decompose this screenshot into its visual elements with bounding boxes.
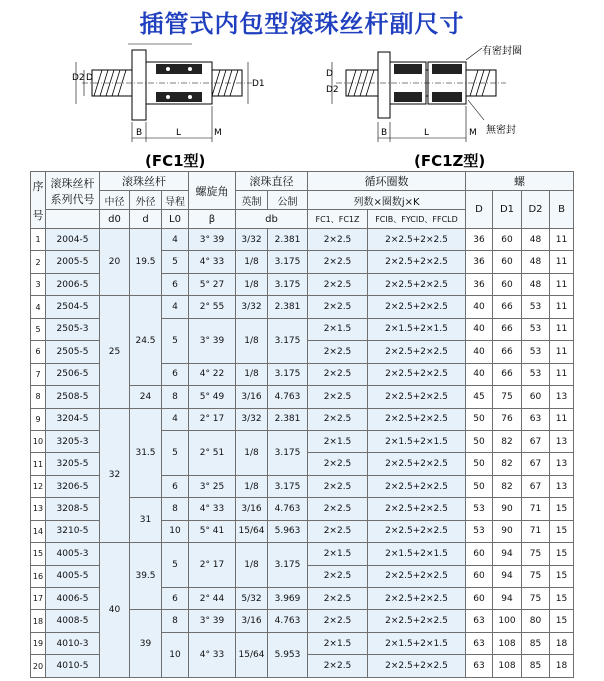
cell-c1: 2×2.5 xyxy=(308,229,368,251)
cell-code: 3205-5 xyxy=(46,453,100,475)
cell-D: 63 xyxy=(466,632,493,654)
cell-B: 15 xyxy=(550,520,574,542)
cell-B: 11 xyxy=(550,363,574,385)
cell-D2: 67 xyxy=(522,453,550,475)
cell-no: 4 xyxy=(31,296,46,318)
cell-D: 40 xyxy=(466,296,493,318)
cell-l0: 8 xyxy=(162,498,189,520)
dim-m-label-right: M xyxy=(469,128,477,138)
cell-D2: 67 xyxy=(522,475,550,497)
cell-D1: 76 xyxy=(493,408,522,430)
table-row xyxy=(31,408,574,430)
cell-D1: 60 xyxy=(493,229,522,251)
cell-l0: 8 xyxy=(162,386,189,408)
cell-c1: 2×2.5 xyxy=(308,408,368,430)
cell-code: 4005-3 xyxy=(46,543,100,565)
cell-D1: 94 xyxy=(493,543,522,565)
cell-beta: 3° 39 xyxy=(189,229,236,251)
cell-mm: 3.175 xyxy=(268,273,308,295)
cell-D1: 90 xyxy=(493,498,522,520)
table-row xyxy=(31,296,574,318)
cell-no: 9 xyxy=(31,408,46,430)
header-formula: 列数×圈数j×K xyxy=(308,191,466,210)
cell-c2: 2×2.5+2×2.5 xyxy=(368,408,466,430)
cell-mm: 5.953 xyxy=(268,632,308,677)
cell-code: 3208-5 xyxy=(46,498,100,520)
cell-l0: 4 xyxy=(162,229,189,251)
cell-c1: 2×2.5 xyxy=(308,565,368,587)
cell-D: 45 xyxy=(466,386,493,408)
header-D: D xyxy=(466,191,493,229)
cell-mm: 2.381 xyxy=(268,229,308,251)
cell-c2: 2×2.5+2×2.5 xyxy=(368,251,466,273)
cell-D1: 66 xyxy=(493,318,522,340)
cell-l0: 4 xyxy=(162,408,189,430)
cell-beta: 2° 44 xyxy=(189,588,236,610)
cell-D2: 85 xyxy=(522,632,550,654)
cell-d: 24.5 xyxy=(130,296,162,386)
cell-l0: 5 xyxy=(162,318,189,363)
cell-mm: 2.381 xyxy=(268,408,308,430)
cell-inch: 15/64 xyxy=(236,520,268,542)
cell-beta: 4° 33 xyxy=(189,632,236,677)
dim-d-label-right: D xyxy=(326,69,333,79)
cell-D: 53 xyxy=(466,520,493,542)
cell-D: 50 xyxy=(466,475,493,497)
header-imperial: 英制 xyxy=(236,191,268,210)
cell-inch: 3/16 xyxy=(236,610,268,632)
cell-D: 63 xyxy=(466,610,493,632)
cell-beta: 5° 41 xyxy=(189,520,236,542)
cell-code: 4005-5 xyxy=(46,565,100,587)
cell-c2: 2×2.5+2×2.5 xyxy=(368,565,466,587)
header-D1: D1 xyxy=(493,191,522,229)
cell-D: 60 xyxy=(466,588,493,610)
cell-c2: 2×2.5+2×2.5 xyxy=(368,475,466,497)
cell-no: 3 xyxy=(31,273,46,295)
cell-c1: 2×2.5 xyxy=(308,273,368,295)
cell-c1: 2×2.5 xyxy=(308,251,368,273)
cell-d0: 40 xyxy=(100,543,130,678)
cell-D: 60 xyxy=(466,565,493,587)
cell-D: 63 xyxy=(466,655,493,677)
cell-mm: 5.963 xyxy=(268,520,308,542)
header-helix: 螺旋角 xyxy=(189,172,236,210)
cell-B: 13 xyxy=(550,453,574,475)
sealed-label: 有密封圈 xyxy=(482,46,522,57)
fc1-drawing xyxy=(72,40,272,152)
header-d0: d0 xyxy=(100,210,130,229)
cell-D2: 80 xyxy=(522,610,550,632)
header-metric: 公制 xyxy=(268,191,308,210)
table-row xyxy=(31,229,574,251)
cell-c2: 2×1.5+2×1.5 xyxy=(368,543,466,565)
cell-code: 2006-5 xyxy=(46,273,100,295)
fc1z-caption: (FC1Z型) xyxy=(414,152,486,170)
cell-D2: 48 xyxy=(522,229,550,251)
dim-d-label: D xyxy=(86,73,93,83)
cell-code: 2005-5 xyxy=(46,251,100,273)
cell-d: 31 xyxy=(130,498,162,543)
cell-mm: 2.381 xyxy=(268,296,308,318)
cell-code: 2504-5 xyxy=(46,296,100,318)
header-code: 滚珠丝杆 系列代号 xyxy=(46,172,100,210)
cell-c1: 2×2.5 xyxy=(308,588,368,610)
cell-beta: 2° 51 xyxy=(189,430,236,475)
cell-c2: 2×2.5+2×2.5 xyxy=(368,610,466,632)
dim-d2-label: D2 xyxy=(72,73,85,83)
cell-no: 20 xyxy=(31,655,46,677)
cell-inch: 1/8 xyxy=(236,475,268,497)
page-title: 插管式内包型滚珠丝杆副尺寸 xyxy=(139,10,465,38)
cell-D2: 67 xyxy=(522,430,550,452)
fc1-caption: (FC1型) xyxy=(145,152,206,170)
cell-inch: 3/16 xyxy=(236,498,268,520)
cell-c2: 2×2.5+2×2.5 xyxy=(368,498,466,520)
cell-c2: 2×1.5+2×1.5 xyxy=(368,318,466,340)
cell-d0: 32 xyxy=(100,408,130,543)
header-d: d xyxy=(130,210,162,229)
cell-l0: 6 xyxy=(162,273,189,295)
cell-D2: 63 xyxy=(522,408,550,430)
cell-D: 40 xyxy=(466,363,493,385)
header-screw: 滚珠丝杆 xyxy=(100,172,189,191)
cell-beta: 4° 33 xyxy=(189,498,236,520)
cell-beta: 3° 39 xyxy=(189,610,236,632)
cell-D2: 48 xyxy=(522,273,550,295)
cell-inch: 1/8 xyxy=(236,318,268,363)
cell-D2: 75 xyxy=(522,588,550,610)
cell-beta: 5° 49 xyxy=(189,386,236,408)
cell-D2: 48 xyxy=(522,251,550,273)
cell-code: 3210-5 xyxy=(46,520,100,542)
cell-code: 2505-3 xyxy=(46,318,100,340)
cell-code: 4006-5 xyxy=(46,588,100,610)
cell-c1: 2×2.5 xyxy=(308,475,368,497)
cell-mm: 3.175 xyxy=(268,318,308,363)
cell-B: 13 xyxy=(550,386,574,408)
cell-D1: 66 xyxy=(493,363,522,385)
cell-D: 50 xyxy=(466,408,493,430)
header-outer-dia: 外径 xyxy=(130,191,162,210)
header-circuits: 循环圈数 xyxy=(308,172,466,191)
cell-l0: 6 xyxy=(162,475,189,497)
cell-no: 15 xyxy=(31,543,46,565)
table-row xyxy=(31,543,574,565)
header-fc-types2: FCIB、FYCID、FFCLD xyxy=(368,210,466,229)
cell-l0: 8 xyxy=(162,610,189,632)
cell-D: 50 xyxy=(466,453,493,475)
cell-mm: 3.969 xyxy=(268,588,308,610)
cell-c1: 2×2.5 xyxy=(308,498,368,520)
cell-d: 24 xyxy=(130,386,162,408)
cell-mm: 3.175 xyxy=(268,363,308,385)
cell-beta: 3° 25 xyxy=(189,475,236,497)
cell-D1: 108 xyxy=(493,632,522,654)
cell-mm: 3.175 xyxy=(268,430,308,475)
cell-B: 11 xyxy=(550,273,574,295)
cell-B: 18 xyxy=(550,632,574,654)
cell-mm: 3.175 xyxy=(268,543,308,588)
cell-no: 5 xyxy=(31,318,46,340)
dim-b-label: B xyxy=(136,128,143,138)
cell-D2: 53 xyxy=(522,318,550,340)
header-fc-types1: FC1、FC1Z xyxy=(308,210,368,229)
cell-c2: 2×2.5+2×2.5 xyxy=(368,588,466,610)
cell-no: 18 xyxy=(31,610,46,632)
cell-mm: 4.763 xyxy=(268,386,308,408)
cell-D2: 71 xyxy=(522,498,550,520)
cell-D2: 60 xyxy=(522,386,550,408)
cell-c1: 2×1.5 xyxy=(308,632,368,654)
cell-l0: 5 xyxy=(162,543,189,588)
cell-no: 1 xyxy=(31,229,46,251)
cell-D: 53 xyxy=(466,498,493,520)
cell-c1: 2×1.5 xyxy=(308,430,368,452)
dim-d1-label: D1 xyxy=(252,79,265,89)
cell-beta: 4° 22 xyxy=(189,363,236,385)
cell-D1: 90 xyxy=(493,520,522,542)
cell-D1: 100 xyxy=(493,610,522,632)
cell-code: 3205-3 xyxy=(46,430,100,452)
cell-code: 2506-5 xyxy=(46,363,100,385)
cell-B: 11 xyxy=(550,229,574,251)
cell-c1: 2×2.5 xyxy=(308,453,368,475)
cell-B: 13 xyxy=(550,475,574,497)
cell-c2: 2×1.5+2×1.5 xyxy=(368,430,466,452)
cell-d0: 20 xyxy=(100,229,130,296)
cell-c2: 2×2.5+2×2.5 xyxy=(368,453,466,475)
header-B: B xyxy=(550,191,574,229)
cell-B: 11 xyxy=(550,318,574,340)
cell-no: 13 xyxy=(31,498,46,520)
cell-inch: 3/32 xyxy=(236,229,268,251)
cell-code: 2004-5 xyxy=(46,229,100,251)
cell-l0: 5 xyxy=(162,251,189,273)
cell-D1: 94 xyxy=(493,565,522,587)
cell-l0: 10 xyxy=(162,632,189,677)
cell-B: 15 xyxy=(550,610,574,632)
cell-B: 11 xyxy=(550,341,574,363)
cell-c2: 2×2.5+2×2.5 xyxy=(368,341,466,363)
cell-c1: 2×2.5 xyxy=(308,655,368,677)
cell-D: 36 xyxy=(466,273,493,295)
header-ball-dia: 滚珠直径 xyxy=(236,172,308,191)
dim-b-label-right: B xyxy=(381,128,388,138)
header-beta: β xyxy=(189,210,236,229)
header-nut: 螺 xyxy=(466,172,574,191)
cell-c2: 2×1.5+2×1.5 xyxy=(368,632,466,654)
cell-B: 15 xyxy=(550,498,574,520)
cell-D1: 82 xyxy=(493,453,522,475)
cell-no: 17 xyxy=(31,588,46,610)
cell-c1: 2×2.5 xyxy=(308,386,368,408)
cell-no: 19 xyxy=(31,632,46,654)
cell-no: 8 xyxy=(31,386,46,408)
cell-d: 39.5 xyxy=(130,543,162,610)
cell-B: 18 xyxy=(550,655,574,677)
header-db: db xyxy=(236,210,308,229)
cell-D: 36 xyxy=(466,229,493,251)
cell-D: 50 xyxy=(466,430,493,452)
cell-c1: 2×2.5 xyxy=(308,296,368,318)
cell-B: 15 xyxy=(550,588,574,610)
cell-D2: 53 xyxy=(522,296,550,318)
header-seq: 序 号 xyxy=(31,172,46,229)
header-l0: L0 xyxy=(162,210,189,229)
cell-d: 19.5 xyxy=(130,229,162,296)
cell-code: 3206-5 xyxy=(46,475,100,497)
cell-c2: 2×2.5+2×2.5 xyxy=(368,386,466,408)
cell-inch: 1/8 xyxy=(236,363,268,385)
cell-D2: 53 xyxy=(522,363,550,385)
cell-no: 16 xyxy=(31,565,46,587)
cell-code: 2505-5 xyxy=(46,341,100,363)
cell-no: 11 xyxy=(31,453,46,475)
cell-beta: 2° 55 xyxy=(189,296,236,318)
cell-B: 11 xyxy=(550,251,574,273)
cell-B: 13 xyxy=(550,430,574,452)
header-lead: 导程 xyxy=(162,191,189,210)
header-code-blank xyxy=(46,210,100,229)
cell-D2: 75 xyxy=(522,565,550,587)
cell-l0: 6 xyxy=(162,363,189,385)
cell-inch: 3/32 xyxy=(236,296,268,318)
cell-mm: 4.763 xyxy=(268,498,308,520)
cell-D: 40 xyxy=(466,318,493,340)
cell-inch: 5/32 xyxy=(236,588,268,610)
cell-l0: 10 xyxy=(162,520,189,542)
cell-no: 6 xyxy=(31,341,46,363)
cell-inch: 1/8 xyxy=(236,251,268,273)
cell-l0: 5 xyxy=(162,430,189,475)
dim-l-label: L xyxy=(176,128,182,138)
cell-inch: 15/64 xyxy=(236,632,268,677)
dim-l-label-right: L xyxy=(424,128,430,138)
cell-D1: 82 xyxy=(493,475,522,497)
cell-beta: 3° 39 xyxy=(189,318,236,363)
cell-inch: 1/8 xyxy=(236,543,268,588)
cell-B: 11 xyxy=(550,296,574,318)
cell-inch: 1/8 xyxy=(236,430,268,475)
cell-mm: 3.175 xyxy=(268,251,308,273)
cell-c1: 2×1.5 xyxy=(308,318,368,340)
cell-code: 3204-5 xyxy=(46,408,100,430)
cell-D2: 85 xyxy=(522,655,550,677)
cell-c1: 2×2.5 xyxy=(308,610,368,632)
cell-D1: 66 xyxy=(493,341,522,363)
cell-code: 4010-3 xyxy=(46,632,100,654)
cell-D: 40 xyxy=(466,341,493,363)
cell-d: 31.5 xyxy=(130,408,162,498)
cell-c1: 2×2.5 xyxy=(308,520,368,542)
cell-inch: 3/32 xyxy=(236,408,268,430)
header-mid-dia: 中径 xyxy=(100,191,130,210)
cell-D1: 66 xyxy=(493,296,522,318)
cell-d: 39 xyxy=(130,610,162,677)
cell-beta: 5° 27 xyxy=(189,273,236,295)
cell-no: 14 xyxy=(31,520,46,542)
cell-D1: 75 xyxy=(493,386,522,408)
cell-D1: 60 xyxy=(493,251,522,273)
cell-D2: 53 xyxy=(522,341,550,363)
cell-c2: 2×2.5+2×2.5 xyxy=(368,296,466,318)
cell-D1: 60 xyxy=(493,273,522,295)
cell-beta: 2° 17 xyxy=(189,543,236,588)
unsealed-label: 無密封 xyxy=(486,125,516,136)
cell-mm: 3.175 xyxy=(268,475,308,497)
cell-no: 10 xyxy=(31,430,46,452)
header-D2: D2 xyxy=(522,191,550,229)
cell-no: 7 xyxy=(31,363,46,385)
cell-c2: 2×2.5+2×2.5 xyxy=(368,363,466,385)
cell-l0: 6 xyxy=(162,588,189,610)
cell-beta: 2° 17 xyxy=(189,408,236,430)
cell-B: 15 xyxy=(550,543,574,565)
cell-c2: 2×2.5+2×2.5 xyxy=(368,273,466,295)
cell-D1: 82 xyxy=(493,430,522,452)
cell-code: 4008-5 xyxy=(46,610,100,632)
cell-c2: 2×2.5+2×2.5 xyxy=(368,229,466,251)
cell-c1: 2×2.5 xyxy=(308,341,368,363)
cell-code: 4010-5 xyxy=(46,655,100,677)
cell-c2: 2×2.5+2×2.5 xyxy=(368,655,466,677)
cell-l0: 4 xyxy=(162,296,189,318)
cell-B: 15 xyxy=(550,565,574,587)
cell-D2: 71 xyxy=(522,520,550,542)
dim-m-label: M xyxy=(214,128,222,138)
cell-code: 2508-5 xyxy=(46,386,100,408)
spec-table xyxy=(30,171,574,678)
cell-d0: 25 xyxy=(100,296,130,408)
cell-c1: 2×1.5 xyxy=(308,543,368,565)
cell-c2: 2×2.5+2×2.5 xyxy=(368,520,466,542)
cell-mm: 4.763 xyxy=(268,610,308,632)
cell-no: 12 xyxy=(31,475,46,497)
dim-d2-label-right: D2 xyxy=(326,85,339,95)
cell-inch: 1/8 xyxy=(236,273,268,295)
cell-D: 36 xyxy=(466,251,493,273)
cell-D: 60 xyxy=(466,543,493,565)
cell-B: 11 xyxy=(550,408,574,430)
cell-D1: 108 xyxy=(493,655,522,677)
cell-no: 2 xyxy=(31,251,46,273)
cell-D2: 75 xyxy=(522,543,550,565)
cell-c1: 2×2.5 xyxy=(308,363,368,385)
cell-D1: 94 xyxy=(493,588,522,610)
cell-beta: 4° 33 xyxy=(189,251,236,273)
cell-inch: 3/16 xyxy=(236,386,268,408)
